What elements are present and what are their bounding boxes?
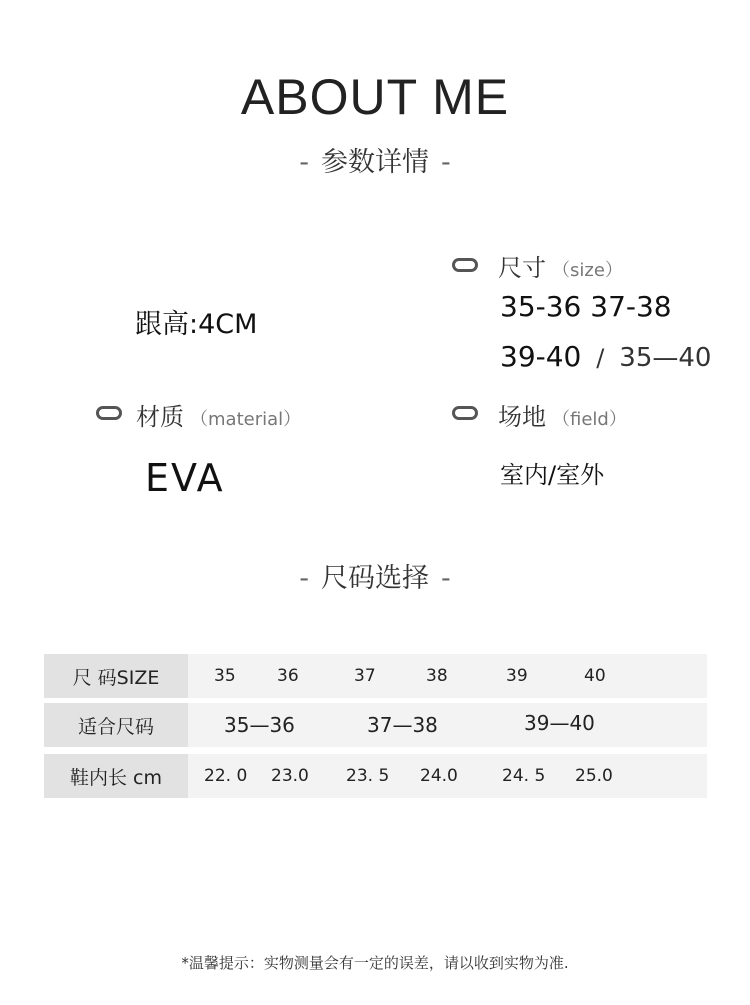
table-cell: 38 (426, 666, 448, 686)
field-label-en: （field） (552, 409, 627, 430)
table-cell: 36 (277, 666, 299, 686)
table-row-header: 尺 码SIZE (44, 654, 188, 698)
table-cell: 25.0 (575, 766, 613, 786)
size-line-1: 35-36 37-38 (500, 290, 672, 323)
section2-text: 尺码选择 (321, 563, 429, 594)
size-bullet-icon (452, 258, 478, 272)
field-value: 室内/室外 (500, 461, 605, 489)
table-cell: 35 (214, 666, 236, 686)
size-label (498, 248, 623, 283)
table-cell: 24.0 (420, 766, 458, 786)
page-title: ABOUT ME (240, 69, 510, 125)
size-line-2 (500, 340, 711, 373)
table-cell: 23.0 (271, 766, 309, 786)
section2-dash-right: - (441, 563, 451, 594)
field-label (498, 397, 627, 432)
table-cell: 37 (354, 666, 376, 686)
size-line-2-b: 35—40 (619, 343, 712, 373)
table-cell: 40 (584, 666, 606, 686)
size-chart-title (0, 556, 750, 595)
table-row-length (44, 754, 707, 798)
table-row-fit (44, 703, 707, 747)
subtitle-dash-left: - (299, 147, 309, 178)
table-cell: 39 (506, 666, 528, 686)
size-label-cn: 尺寸 (498, 254, 546, 282)
page-subtitle (0, 140, 750, 179)
subtitle-text: 参数详情 (321, 147, 429, 178)
table-row-header: 鞋内长 cm (44, 754, 188, 798)
size-line-2-sep: / (596, 344, 605, 372)
size-line-2-a: 39-40 (500, 340, 582, 373)
table-cell: 24. 5 (502, 766, 546, 786)
table-cell: 22. 0 (204, 766, 248, 786)
table-row-size (44, 654, 707, 698)
subtitle-dash-right: - (441, 147, 451, 178)
table-cell: 35—36 (224, 713, 295, 737)
material-label (136, 397, 301, 432)
table-cell: 23. 5 (346, 766, 390, 786)
material-label-cn: 材质 (136, 403, 184, 431)
field-label-cn: 场地 (498, 403, 546, 431)
table-cell: 37—38 (367, 713, 438, 737)
material-bullet-icon (96, 406, 122, 420)
footnote: *温馨提示：实物测量会有一定的误差，请以收到实物为准. (181, 954, 569, 972)
table-row-header: 适合尺码 (44, 703, 188, 747)
material-value: EVA (145, 456, 225, 500)
field-bullet-icon (452, 406, 478, 420)
section2-dash-left: - (299, 563, 309, 594)
material-label-en: （material） (190, 409, 302, 430)
table-cell: 39—40 (524, 711, 595, 735)
size-label-en: （size） (552, 260, 623, 281)
heel-height: 跟高:4CM (135, 309, 258, 340)
